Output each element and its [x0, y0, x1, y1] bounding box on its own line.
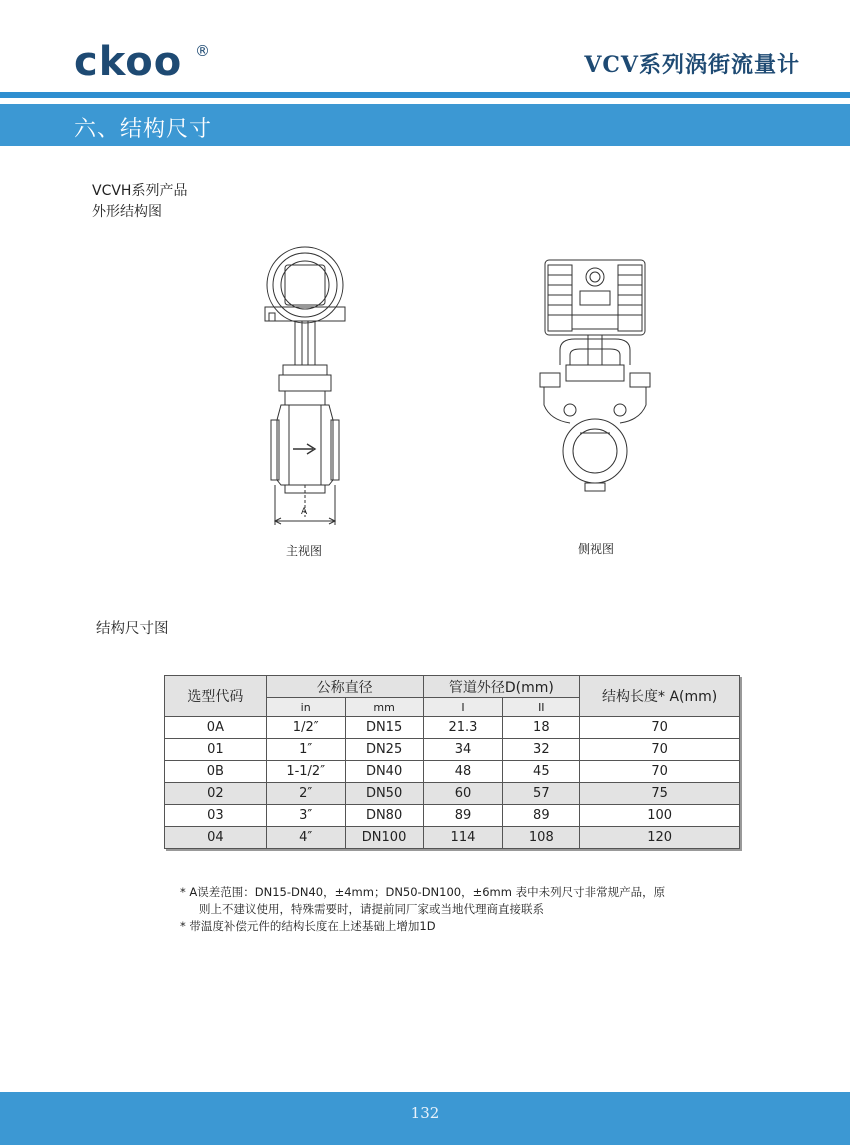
- header-model-code: 选型代码: [165, 676, 267, 717]
- document-title: VCV系列涡街流量计: [584, 52, 800, 78]
- cell-model: 0B: [165, 761, 267, 783]
- cell-od-i: 89: [423, 805, 503, 827]
- cell-od-i: 34: [423, 739, 503, 761]
- outline-drawing-label: 外形结构图: [92, 204, 162, 220]
- table-row: [165, 827, 740, 849]
- front-view-drawing: [255, 245, 360, 530]
- cell-inch: 4″: [266, 827, 345, 849]
- cell-length: 70: [580, 739, 740, 761]
- cell-dn: DN15: [345, 717, 423, 739]
- note-tolerance: * A误差范围：DN15-DN40，±4mm；DN50-DN100，±6mm 表中未列尺寸非常规产品，原: [180, 885, 666, 899]
- cell-dn: DN80: [345, 805, 423, 827]
- cell-model: 02: [165, 783, 267, 805]
- cell-inch: 2″: [266, 783, 345, 805]
- cell-inch: 1/2″: [266, 717, 345, 739]
- cell-od-i: 60: [423, 783, 503, 805]
- cell-od-ii: 18: [503, 717, 580, 739]
- cell-model: 0A: [165, 717, 267, 739]
- dimension-table: [164, 675, 740, 849]
- table-row: [165, 783, 740, 805]
- header-length: 结构长度* A(mm): [580, 676, 740, 717]
- side-view-caption: 侧视图: [578, 542, 615, 556]
- table-row: [165, 761, 740, 783]
- cell-od-ii: 108: [503, 827, 580, 849]
- table-title: 结构尺寸图: [96, 621, 169, 637]
- header-divider: [0, 92, 850, 98]
- front-view-caption: 主视图: [286, 544, 323, 558]
- cell-od-ii: 45: [503, 761, 580, 783]
- table-row: [165, 805, 740, 827]
- cell-length: 70: [580, 717, 740, 739]
- header-pipe-od: 管道外径D(mm): [423, 676, 580, 698]
- cell-dn: DN25: [345, 739, 423, 761]
- cell-model: 01: [165, 739, 267, 761]
- cell-model: 03: [165, 805, 267, 827]
- cell-dn: DN100: [345, 827, 423, 849]
- note-temperature: * 带温度补偿元件的结构长度在上述基础上增加1D: [180, 919, 436, 933]
- cell-inch: 1″: [266, 739, 345, 761]
- subheader-in: in: [266, 698, 345, 717]
- cell-od-ii: 32: [503, 739, 580, 761]
- subheader-mm: mm: [345, 698, 423, 717]
- header-nominal-diameter: 公称直径: [266, 676, 423, 698]
- side-view-drawing: [530, 255, 660, 495]
- cell-od-i: 21.3: [423, 717, 503, 739]
- cell-od-i: 114: [423, 827, 503, 849]
- flow-arrow-icon: [293, 444, 315, 454]
- subheader-od-ii: II: [503, 698, 580, 717]
- cell-od-i: 48: [423, 761, 503, 783]
- cell-inch: 1-1/2″: [266, 761, 345, 783]
- cell-inch: 3″: [266, 805, 345, 827]
- table-row: [165, 717, 740, 739]
- brand-logo: ckoo: [74, 39, 183, 85]
- section-title: 六、结构尺寸: [74, 117, 213, 142]
- subheader-od-i: I: [423, 698, 503, 717]
- note-tolerance-cont: 则上不建议使用，特殊需要时，请提前同厂家或当地代理商直接联系: [199, 902, 544, 916]
- page-number: 132: [410, 1104, 440, 1122]
- cell-length: 120: [580, 827, 740, 849]
- cell-dn: DN50: [345, 783, 423, 805]
- product-series-label: VCVH系列产品: [92, 183, 188, 199]
- cell-length: 100: [580, 805, 740, 827]
- cell-length: 70: [580, 761, 740, 783]
- dimension-a-label: A: [301, 507, 308, 517]
- cell-model: 04: [165, 827, 267, 849]
- cell-length: 75: [580, 783, 740, 805]
- cell-od-ii: 57: [503, 783, 580, 805]
- cell-dn: DN40: [345, 761, 423, 783]
- registered-mark: ®: [195, 42, 210, 60]
- table-row: [165, 739, 740, 761]
- cell-od-ii: 89: [503, 805, 580, 827]
